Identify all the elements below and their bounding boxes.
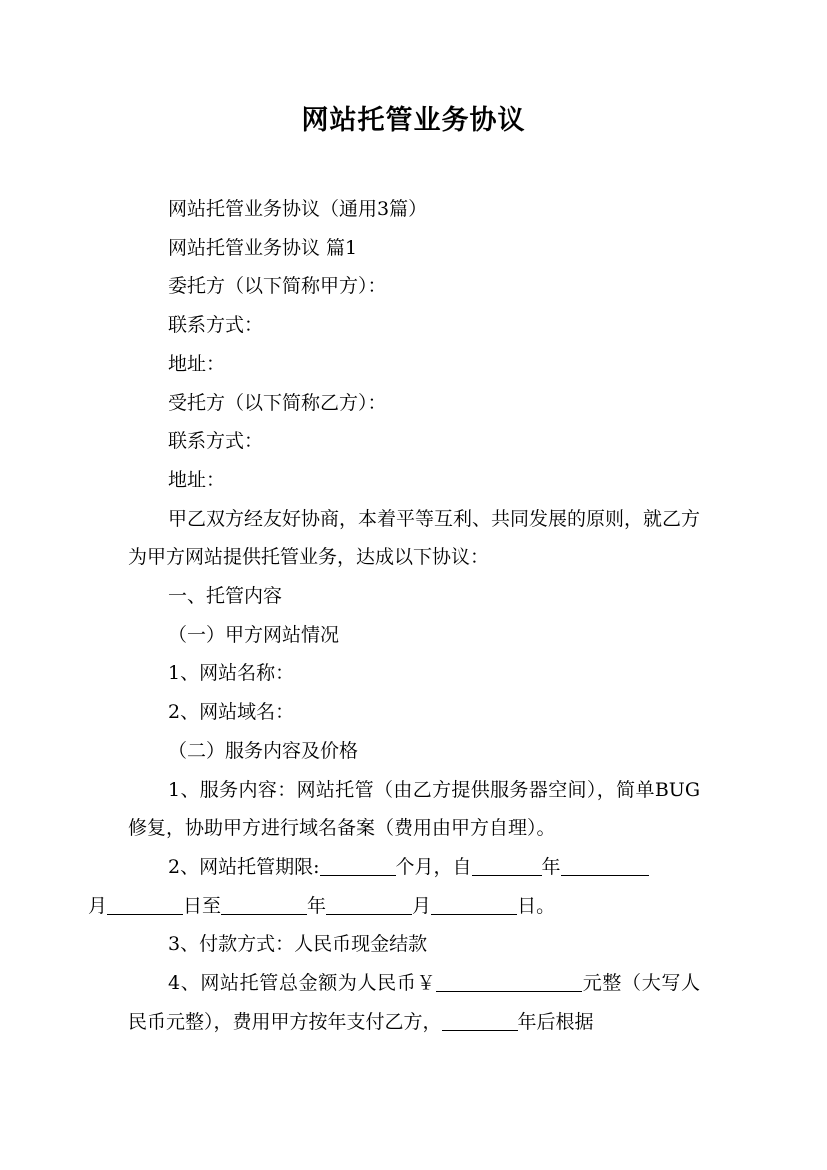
period-day-to: 日至	[183, 894, 222, 917]
total-tail: 年后根据	[517, 1010, 594, 1033]
paragraph-article-title: 网站托管业务协议 篇1	[168, 236, 358, 259]
blank-field	[431, 894, 517, 915]
section-heading: 一、托管内容	[168, 585, 283, 608]
blank-field	[561, 855, 649, 876]
blank-field	[436, 971, 582, 992]
service-content-paragraph: 1、服务内容：网站托管（由乙方提供服务器空间），简单BUG修复，协助甲方进行域名备案（费用由甲方自理）。	[128, 778, 700, 840]
document-body	[88, 190, 701, 1041]
period-paragraph	[88, 848, 700, 925]
blank-field	[472, 855, 542, 876]
blank-field	[221, 894, 307, 915]
document-title: 网站托管业务协议	[301, 105, 526, 136]
blank-field	[326, 894, 412, 915]
subsection-heading: （二）服务内容及价格	[168, 739, 359, 762]
paragraph-preamble: 甲乙双方经友好协商，本着平等互利、共同发展的原则，就乙方为甲方网站提供托管业务，达成以下协议：	[128, 507, 701, 569]
party-b-contact: 联系方式：	[168, 430, 264, 453]
total-suffix: 元整（大写人民币元整），费用甲方按年支付乙方，	[128, 972, 700, 1033]
period-year: 年	[307, 894, 327, 917]
blank-field	[107, 894, 183, 915]
subsection-heading: （一）甲方网站情况	[168, 623, 340, 646]
payment-method-line: 3、付款方式：人民币现金结款	[168, 933, 428, 956]
period-month: 月	[412, 894, 432, 917]
party-a-label: 委托方（以下简称甲方）：	[168, 275, 387, 298]
total-amount-paragraph	[128, 964, 700, 1041]
party-b-address: 地址：	[168, 468, 226, 491]
party-b-label: 受托方（以下简称乙方）：	[168, 391, 387, 414]
period-year: 年	[541, 855, 561, 878]
period-day-end: 日。	[517, 894, 556, 917]
period-prefix: 2、网站托管期限:	[168, 855, 320, 878]
site-name-line: 1、网站名称：	[168, 662, 295, 685]
party-a-contact: 联系方式：	[168, 314, 264, 337]
blank-field	[320, 855, 396, 876]
site-domain-line: 2、网站域名：	[168, 701, 295, 724]
blank-field	[442, 1010, 518, 1031]
period-month: 月	[88, 894, 108, 917]
party-a-address: 地址：	[168, 352, 226, 375]
paragraph-heading: 网站托管业务协议（通用3篇）	[168, 198, 428, 220]
total-prefix: 4、网站托管总金额为人民币￥	[168, 972, 437, 995]
period-months: 个月，自	[395, 855, 472, 878]
